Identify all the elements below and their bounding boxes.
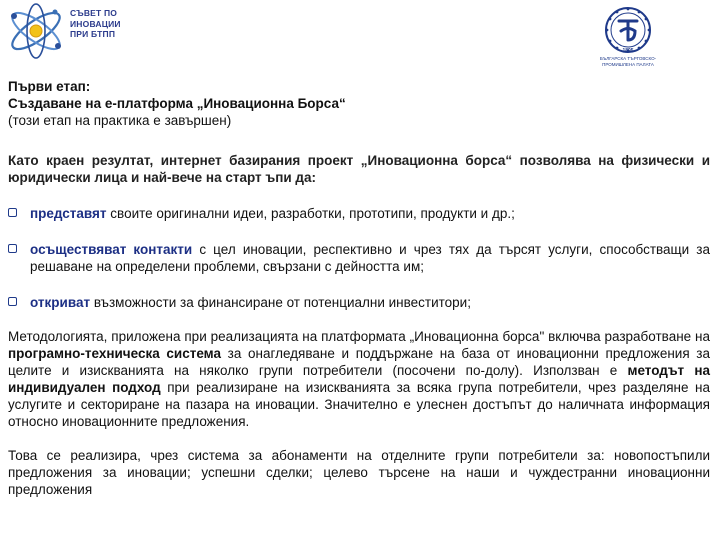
- logo-text-line: СЪВЕТ ПО: [70, 8, 118, 18]
- document-body: [8, 78, 710, 498]
- square-bullet-icon: [8, 208, 17, 217]
- list-item: [8, 205, 710, 222]
- logo-text-line: ИНОВАЦИИ: [70, 18, 121, 29]
- council-logo: [4, 2, 124, 60]
- square-bullet-icon: [8, 244, 17, 253]
- logo-year: 1895: [622, 48, 634, 54]
- logo-text-line: ПРИ БТПП: [70, 29, 116, 39]
- bullet-text: с цел иновации, респективно и чрез тях да търсят услуги, способстващи за решаване на определени проблеми, свързани с дейността им;: [30, 242, 710, 274]
- subscription-paragraph: Това се реализира, чрез система за абонаменти на отделните групи потребители за: новопостъпили предложения за иновации; успешни сделки; целево търсене на наши и чуждестранни иновационни предложения: [8, 448, 710, 497]
- stage-block: [8, 78, 710, 129]
- methodology-paragraph: [8, 328, 710, 430]
- stage-title: Първи етап:: [8, 79, 91, 94]
- square-bullet-icon: [8, 297, 17, 306]
- stage-subtitle: Създаване на е-платформа „Иновационна Борса“: [8, 96, 346, 111]
- methodology-text: при реализиране на изискванията за всяка група потребители, чрез разделяне на услугите и секториране на пазара на иновации. Значително е улеснен достъпът до наличната информация относно иновационните предложения.: [8, 380, 710, 429]
- methodology-text: Методологията, приложена при реализацията на платформата „Иновационна борса" включва разработване на: [8, 329, 710, 344]
- methodology-keyword: програмно-техническа система: [8, 346, 221, 361]
- bullet-keyword: представят: [30, 206, 107, 221]
- bullet-keyword: откриват: [30, 295, 91, 310]
- logo-caption: БЪЛГАРСКА ТЪРГОВСКО-ПРОМИШЛЕНА ПАЛАТА: [599, 56, 657, 67]
- list-item: [8, 241, 710, 275]
- stage-note: (този етап на практика е завършен): [8, 113, 232, 128]
- council-logo-text: [70, 8, 126, 40]
- atom-logo-icon: [4, 2, 68, 60]
- bullet-text: възможности за финансиране от потенциални инвеститори;: [90, 295, 471, 310]
- intro-paragraph: Като краен резултат, интернет базирания проект „Иновационна борса“ позволява на физически и юридически лица и най-вече на старт ъпи да:: [8, 153, 710, 185]
- methodology-text: за онагледяване и поддържане на база от иновационни предложения за целите и изискванията на няколко групи потребители (посочени по-долу). Използван е: [8, 346, 710, 378]
- chamber-logo: [588, 4, 668, 70]
- bullet-text: своите оригинални идеи, разработки, прототипи, продукти и др.;: [106, 206, 515, 221]
- bullet-keyword: осъществяват контакти: [30, 242, 193, 257]
- methodology-keyword: методът на индивидуален подход: [8, 363, 711, 395]
- list-item: [8, 294, 710, 311]
